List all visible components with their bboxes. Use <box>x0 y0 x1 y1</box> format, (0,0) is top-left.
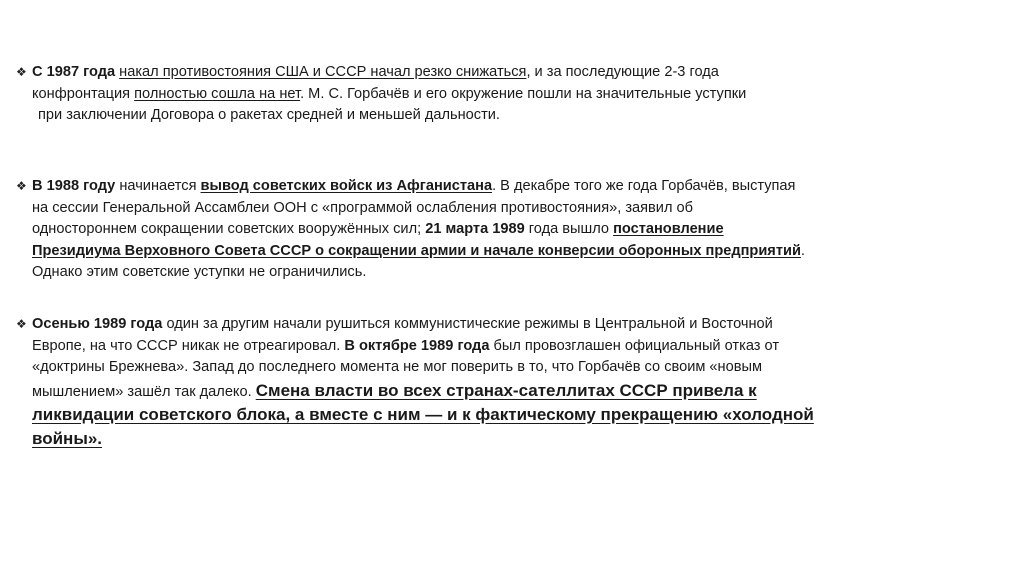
p2-bold-date: 21 марта 1989 <box>425 221 525 237</box>
paragraph-1989 <box>16 314 1016 451</box>
p3-line-6 <box>16 427 1016 451</box>
p3-line-3 <box>16 357 1016 379</box>
p3-bold-autumn: Осенью 1989 года <box>32 316 163 332</box>
paragraph-1988 <box>16 176 1016 284</box>
p3-text-3: был провозглашен официальный отказ от <box>489 337 780 354</box>
diamond-bullet-icon: ❖ <box>16 65 27 79</box>
p1-text-1: , и за последующие 2-3 года <box>526 64 719 80</box>
p3-conclusion-3: войны». <box>32 428 103 448</box>
p1-line-1 <box>16 62 1016 84</box>
p3-line-2 <box>16 336 1016 358</box>
p1-underline-1: накал противостояния США и СССР начал резко снижаться <box>119 64 527 80</box>
p2-text-4: одностороннем сокращении советских вооружённых сил; <box>32 221 426 237</box>
diamond-bullet-icon: ❖ <box>16 179 27 193</box>
p2-line-5 <box>16 262 1016 284</box>
p2-text-2: . В декабре того же года Горбачёв, выступая <box>492 178 796 194</box>
p3-conclusion-2: ликвидации советского блока, а вместе с ним — и к фактическому прекращению «холодной <box>32 404 814 424</box>
p1-line-2 <box>16 84 1016 106</box>
p2-text-6: . <box>800 242 805 259</box>
p2-text-3: на сессии Генеральной Ассамблеи ООН с «программой ослабления противостояния», заявил об <box>32 199 693 216</box>
p2-bold-underline-2: постановление <box>613 221 724 237</box>
diamond-bullet-icon: ❖ <box>16 317 27 331</box>
p2-bold-underline-3: Президиума Верховного Совета СССР о сокращении армии и начале конверсии оборонных предприятий <box>32 242 801 259</box>
p1-line-3 <box>16 105 1016 127</box>
p3-text-5: мышлением» зашёл так далеко. <box>32 383 256 400</box>
p3-conclusion-1: Смена власти во всех странах-сателлитах СССР привела к <box>255 380 757 400</box>
p3-text-1: один за другим начали рушиться коммунистические режимы в Центральной и Восточной <box>162 316 773 332</box>
p3-line-5 <box>16 403 1016 427</box>
p3-text-2: Европе, на что СССР никак не отреагировал. <box>32 337 345 354</box>
p2-line-1 <box>16 176 1016 198</box>
p3-line-4 <box>16 379 1016 403</box>
p3-text-4: «доктрины Брежнева». Запад до последнего момента не мог поверить в то, что Горбачёв со своим «новым <box>32 359 762 375</box>
p2-line-2 <box>16 198 1016 220</box>
p2-bold-year: В 1988 году <box>32 178 116 194</box>
p2-text-1: начинается <box>115 178 201 194</box>
p1-text-2: конфронтация <box>32 85 135 102</box>
p2-line-4 <box>16 241 1016 263</box>
paragraph-1987 <box>16 62 1016 127</box>
p3-line-1 <box>16 314 1016 336</box>
p1-text-3: . М. С. Горбачёв и его окружение пошли на значительные уступки <box>300 85 747 102</box>
p2-bold-underline-1: вывод советских войск из Афганистана <box>200 178 493 194</box>
p1-bold-year: С 1987 года <box>32 64 116 80</box>
p1-text-4: при заключении Договора о ракетах средней и меньшей дальности. <box>38 107 500 123</box>
p2-text-7: Однако этим советские уступки не ограничились. <box>32 264 367 280</box>
p3-bold-october: В октябре 1989 года <box>344 337 490 354</box>
p2-line-3 <box>16 219 1016 241</box>
p2-text-5: года вышло <box>524 221 614 237</box>
p1-underline-2: полностью сошла на нет <box>134 85 301 102</box>
